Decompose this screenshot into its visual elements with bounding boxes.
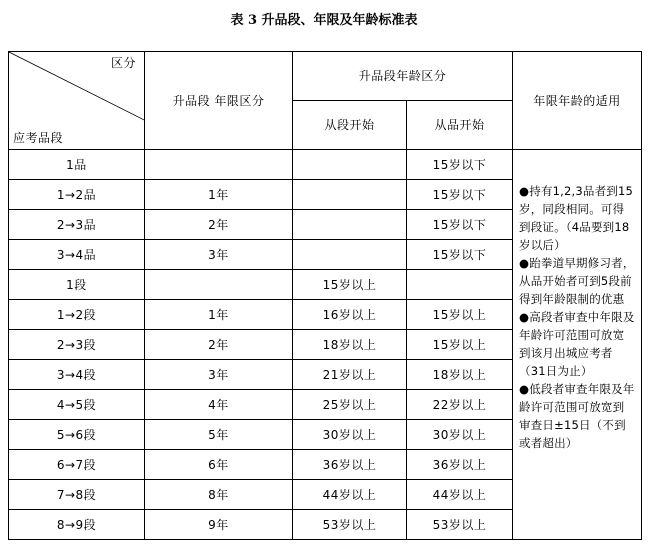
cell-from-poom: 22岁以上 [407, 390, 513, 420]
cell-from-poom: 15岁以上 [407, 330, 513, 360]
table-row [9, 150, 642, 180]
cell-from-poom [407, 270, 513, 300]
header-from-poom: 从品开始 [407, 101, 513, 150]
cell-from-dan: 21岁以上 [293, 360, 407, 390]
corner-label-bottom: 应考品段 [13, 131, 64, 145]
cell-grade: 4→5段 [9, 390, 145, 420]
cell-years: 4年 [145, 390, 293, 420]
applicable-notes [513, 150, 642, 540]
cell-grade: 1→2品 [9, 180, 145, 210]
cell-from-poom: 15岁以下 [407, 180, 513, 210]
header-row-1 [9, 52, 642, 101]
table-title: 表 3 升品段、年限及年龄标准表 [230, 13, 418, 28]
cell-from-poom: 18岁以上 [407, 360, 513, 390]
cell-from-dan: 25岁以上 [293, 390, 407, 420]
cell-years: 3年 [145, 240, 293, 270]
cell-grade: 3→4段 [9, 360, 145, 390]
cell-from-poom: 15岁以下 [407, 240, 513, 270]
cell-from-poom: 44岁以上 [407, 480, 513, 510]
cell-from-poom: 53岁以上 [407, 510, 513, 540]
corner-label-top: 区分 [110, 56, 136, 70]
cell-from-dan: 18岁以上 [293, 330, 407, 360]
cell-from-poom: 15岁以下 [407, 210, 513, 240]
cell-from-dan [293, 240, 407, 270]
header-age-group: 升品段年龄区分 [293, 52, 513, 101]
cell-years [145, 270, 293, 300]
note-item: ●跆拳道早期修习者，从品开始者可到5段前得到年龄限制的优惠 [519, 256, 635, 306]
cell-years: 6年 [145, 450, 293, 480]
header-from-dan: 从段开始 [293, 101, 407, 150]
cell-from-dan: 36岁以上 [293, 450, 407, 480]
standards-table [8, 51, 642, 540]
note-item: ●低段者审查年限及年龄许可范围可放宽到审查日±15日（不到或者超出） [519, 382, 635, 450]
cell-from-poom: 15岁以下 [407, 150, 513, 180]
cell-years: 9年 [145, 510, 293, 540]
cell-from-dan: 15岁以上 [293, 270, 407, 300]
cell-from-poom: 15岁以上 [407, 300, 513, 330]
cell-from-dan: 44岁以上 [293, 480, 407, 510]
cell-grade: 1→2段 [9, 300, 145, 330]
cell-years: 5年 [145, 420, 293, 450]
cell-from-poom: 36岁以上 [407, 450, 513, 480]
cell-from-dan: 30岁以上 [293, 420, 407, 450]
cell-grade: 6→7段 [9, 450, 145, 480]
cell-years: 2年 [145, 210, 293, 240]
header-applicable: 年限年龄的适用 [513, 52, 642, 150]
header-years: 升品段 年限区分 [145, 52, 293, 150]
cell-years: 8年 [145, 480, 293, 510]
cell-from-dan [293, 180, 407, 210]
cell-grade: 7→8段 [9, 480, 145, 510]
cell-grade: 2→3段 [9, 330, 145, 360]
cell-grade: 2→3品 [9, 210, 145, 240]
cell-grade: 3→4品 [9, 240, 145, 270]
cell-grade: 1品 [9, 150, 145, 180]
cell-years: 1年 [145, 180, 293, 210]
cell-from-dan [293, 210, 407, 240]
cell-years: 3年 [145, 360, 293, 390]
cell-from-dan [293, 150, 407, 180]
cell-years: 1年 [145, 300, 293, 330]
note-item: ●高段者审查中年限及年龄许可范围可放宽到该月出城应考者（31日为止） [519, 310, 635, 378]
cell-from-poom: 30岁以上 [407, 420, 513, 450]
cell-from-dan: 53岁以上 [293, 510, 407, 540]
corner-header [9, 52, 145, 150]
cell-years: 2年 [145, 330, 293, 360]
cell-years [145, 150, 293, 180]
note-item: ●持有1,2,3品者到15岁，同段相同。可得到段证。（4品要到18岁以后） [519, 184, 634, 252]
cell-from-dan: 16岁以上 [293, 300, 407, 330]
cell-grade: 1段 [9, 270, 145, 300]
cell-grade: 5→6段 [9, 420, 145, 450]
cell-grade: 8→9段 [9, 510, 145, 540]
